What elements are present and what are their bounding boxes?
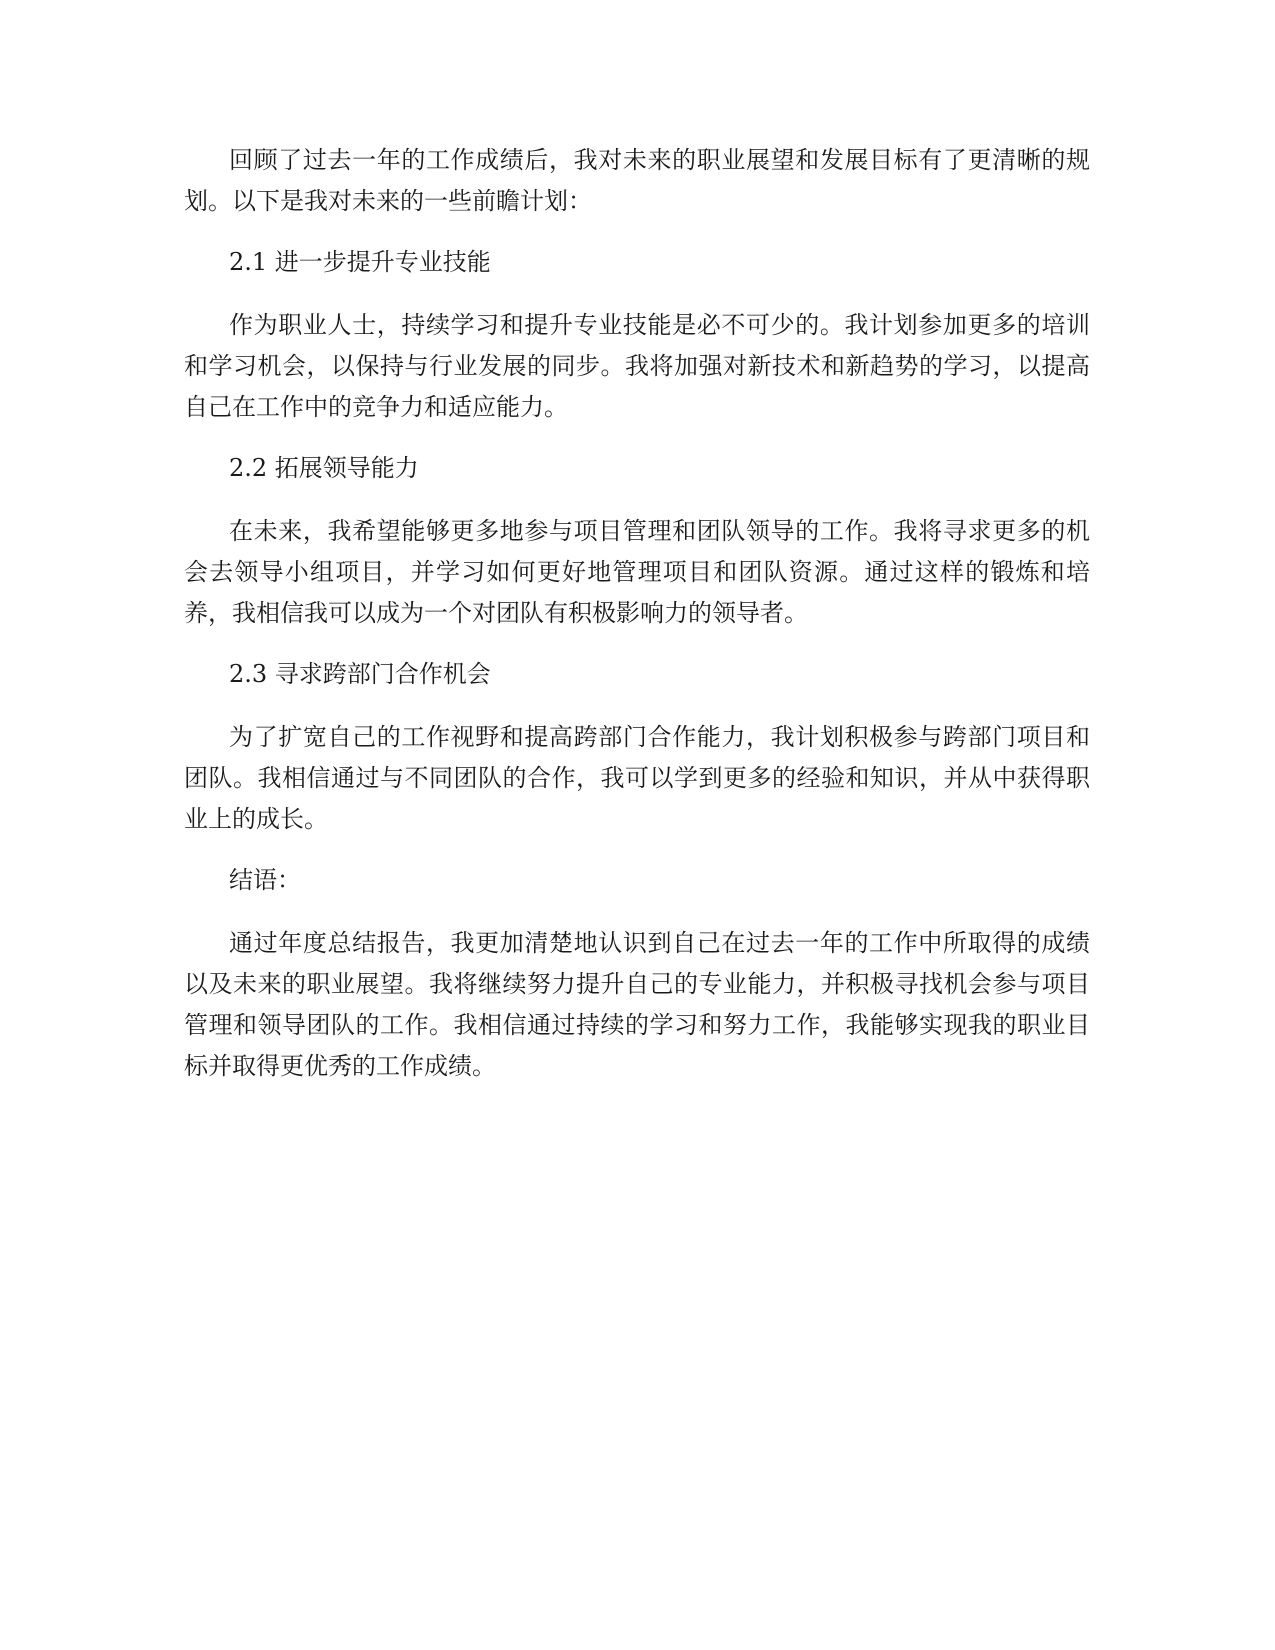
section-body-2-1: 作为职业人士，持续学习和提升专业技能是必不可少的。我计划参加更多的培训和学习机会，以保持与行业发展的同步。我将加强对新技术和新趋势的学习，以提高自己在工作中的竞争力和适应能力。 — [184, 311, 1090, 421]
section-body-2-2: 在未来，我希望能够更多地参与项目管理和团队领导的工作。我将寻求更多的机会去领导小组项目，并学习如何更好地管理项目和团队资源。通过这样的锻炼和培养，我相信我可以成为一个对团队有积极影响力的领导者。 — [184, 517, 1090, 627]
conclusion-paragraph: 通过年度总结报告，我更加清楚地认识到自己在过去一年的工作中所取得的成绩以及未来的职业展望。我将继续努力提升自己的专业能力，并积极寻找机会参与项目管理和领导团队的工作。我相信通过持续的学习和努力工作，我能够实现我的职业目标并取得更优秀的工作成绩。 — [184, 929, 1090, 1080]
document-body — [184, 140, 1090, 1107]
intro-paragraph: 回顾了过去一年的工作成绩后，我对未来的职业展望和发展目标有了更清晰的规划。以下是我对未来的一些前瞻计划： — [184, 146, 1090, 215]
section-heading-2-2: 2.2 拓展领导能力 — [229, 454, 419, 482]
conclusion-heading: 结语： — [229, 866, 301, 894]
section-body-2-3: 为了扩宽自己的工作视野和提高跨部门合作能力，我计划积极参与跨部门项目和团队。我相信通过与不同团队的合作，我可以学到更多的经验和知识，并从中获得职业上的成长。 — [184, 723, 1090, 833]
section-heading-2-1: 2.1 进一步提升专业技能 — [229, 248, 491, 276]
section-heading-2-3: 2.3 寻求跨部门合作机会 — [229, 660, 491, 688]
